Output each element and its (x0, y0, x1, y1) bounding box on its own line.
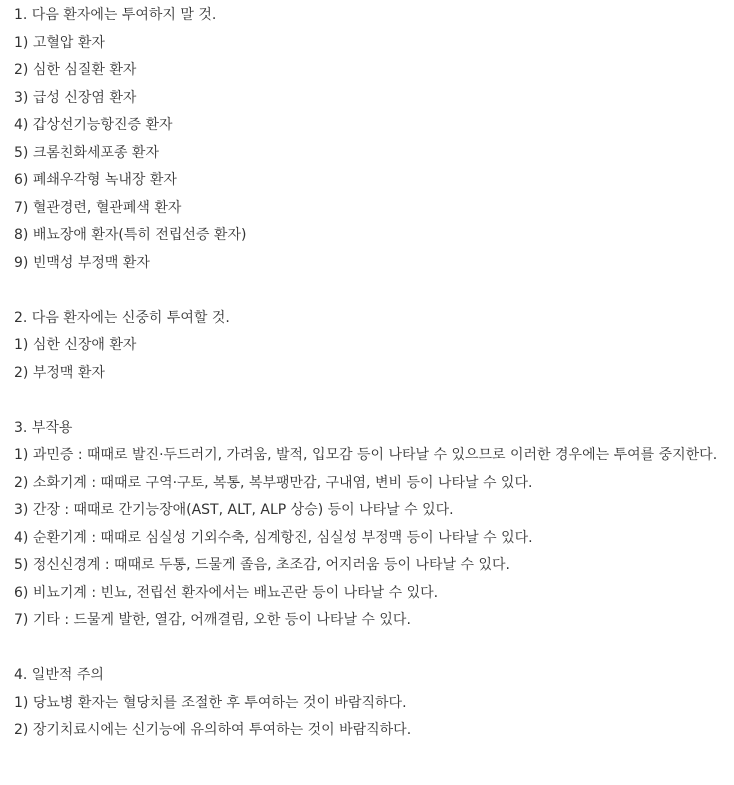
list-item: 6) 비뇨기계 : 빈뇨, 전립선 환자에서는 배뇨곤란 등이 나타날 수 있다. (14, 584, 439, 601)
list-item: 4) 순환기계 : 때때로 심실성 기외수축, 심계항진, 심실성 부정맥 등이 나타날 수 있다. (14, 529, 533, 546)
section-general-precautions (14, 662, 726, 745)
list-item: 5) 정신신경계 : 때때로 두통, 드물게 졸음, 초조감, 어지러움 등이 나타날 수 있다. (14, 557, 511, 573)
section-careful-administration (14, 305, 726, 388)
list-item: 9) 빈맥성 부정맥 환자 (14, 254, 150, 271)
section-gap (14, 277, 726, 305)
section-heading: 2. 다음 환자에는 신중히 투여할 것. (14, 309, 230, 326)
section-heading: 1. 다음 환자에는 투여하지 말 것. (14, 7, 217, 23)
list-item: 3) 간장 : 때때로 간기능장애(AST, ALT, ALP 상승) 등이 나타날 수 있다. (14, 502, 454, 518)
list-item: 1) 고혈압 환자 (14, 34, 105, 51)
list-item: 2) 소화기계 : 때때로 구역·구토, 복통, 복부팽만감, 구내염, 변비 등이 나타날 수 있다. (14, 474, 533, 491)
section-contraindications (14, 2, 726, 277)
list-item: 1) 과민증 : 때때로 발진·두드러기, 가려움, 발적, 입모감 등이 나타날 수 있으므로 이러한 경우에는 투여를 중지한다. (14, 447, 718, 463)
section-heading: 3. 부작용 (14, 419, 73, 436)
list-item: 1) 심한 신장애 환자 (14, 337, 137, 353)
list-item: 7) 기타 : 드물게 발한, 열감, 어깨결림, 오한 등이 나타날 수 있다. (14, 612, 411, 628)
section-side-effects (14, 415, 726, 635)
list-item: 4) 갑상선기능항진증 환자 (14, 117, 173, 133)
list-item: 1) 당뇨병 환자는 혈당치를 조절한 후 투여하는 것이 바람직하다. (14, 694, 407, 711)
list-item: 5) 크롬친화세포종 환자 (14, 144, 159, 161)
list-item: 2) 심한 심질환 환자 (14, 62, 137, 78)
list-item: 2) 장기치료시에는 신기능에 유의하여 투여하는 것이 바람직하다. (14, 722, 412, 738)
section-gap (14, 387, 726, 415)
section-gap (14, 635, 726, 663)
list-item: 3) 급성 신장염 환자 (14, 89, 137, 106)
list-item: 8) 배뇨장애 환자(특히 전립선증 환자) (14, 227, 247, 243)
list-item: 7) 혈관경련, 혈관폐색 환자 (14, 199, 182, 216)
list-item: 6) 폐쇄우각형 녹내장 환자 (14, 172, 177, 188)
list-item: 2) 부정맥 환자 (14, 364, 105, 381)
section-heading: 4. 일반적 주의 (14, 667, 104, 683)
